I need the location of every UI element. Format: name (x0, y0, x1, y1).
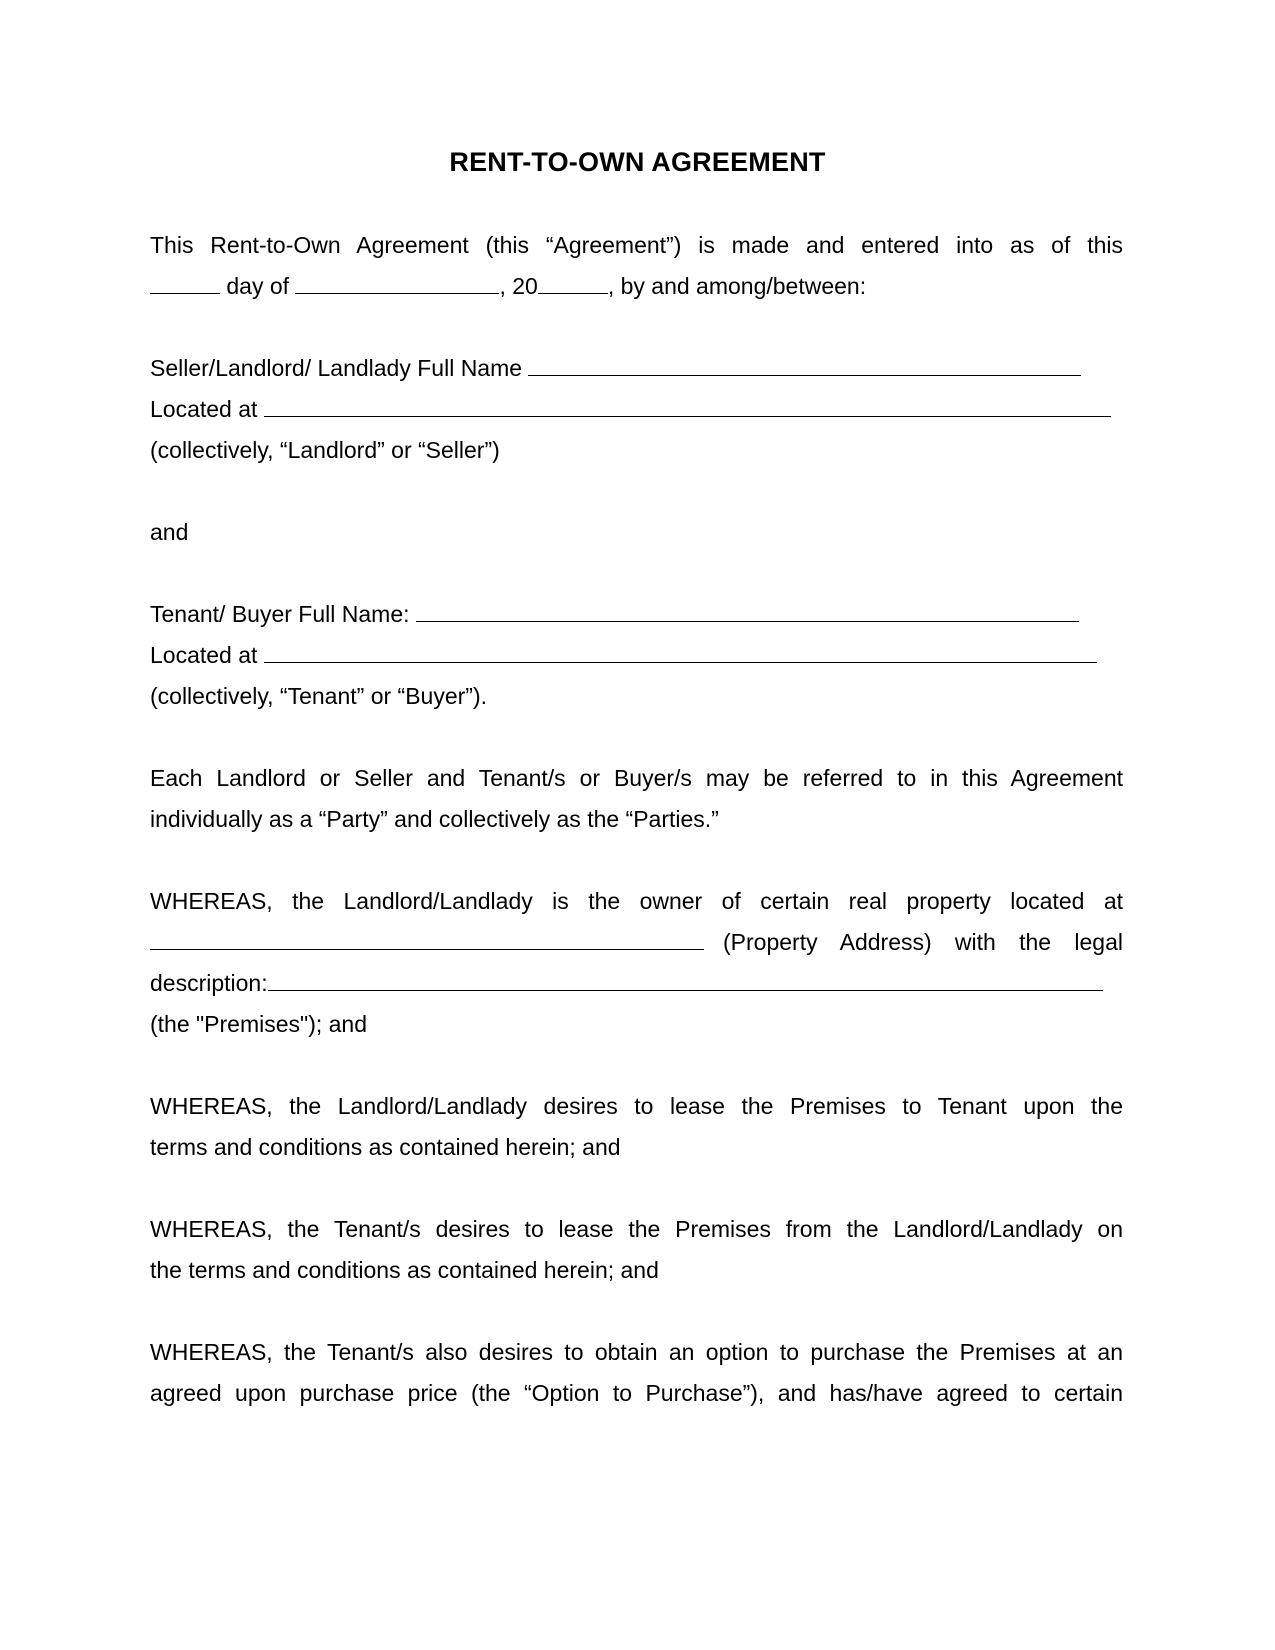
legal-description-blank[interactable] (268, 970, 1103, 991)
year-blank[interactable] (538, 273, 608, 294)
year-prefix-label: , 20 (499, 273, 538, 299)
month-blank[interactable] (295, 273, 499, 294)
seller-name-blank[interactable] (528, 355, 1081, 376)
whereas-1-line-3 (150, 968, 1103, 998)
whereas-2-line-1: WHEREAS, the Landlord/Landlady desires to lease the Premises to Tenant upon the (150, 1093, 1123, 1119)
tenant-located-line (150, 640, 1097, 670)
whereas-3-line-2: the terms and conditions as contained herein; and (150, 1257, 659, 1283)
intro-line-2 (150, 271, 866, 301)
intro-line-1: This Rent-to-Own Agreement (this “Agreement”) is made and entered into as of this (150, 232, 1123, 258)
seller-name-line (150, 353, 1081, 383)
whereas-4-line-2: agreed upon purchase price (the “Option to Purchase”), and has/have agreed to certain (150, 1380, 1123, 1406)
between-label: , by and among/between: (607, 273, 867, 299)
seller-collective: (collectively, “Landlord” or “Seller”) (150, 437, 500, 463)
whereas-3-line-1: WHEREAS, the Tenant/s desires to lease the Premises from the Landlord/Landlady on (150, 1216, 1123, 1242)
legal-description-label: description: (150, 970, 268, 996)
tenant-name-blank[interactable] (416, 601, 1079, 622)
tenant-address-blank[interactable] (264, 642, 1097, 663)
and-label: and (150, 519, 189, 545)
day-of-label: day of (220, 273, 296, 299)
seller-name-label: Seller/Landlord/ Landlady Full Name (150, 355, 529, 381)
property-address-blank[interactable] (150, 929, 704, 950)
whereas-1-line-4: (the "Premises"); and (150, 1011, 368, 1037)
day-blank[interactable] (150, 273, 220, 294)
tenant-collective: (collectively, “Tenant” or “Buyer”). (150, 683, 487, 709)
whereas-4-line-1: WHEREAS, the Tenant/s also desires to obtain an option to purchase the Premises at an (150, 1339, 1123, 1365)
property-address-label: (Property Address) with the legal (723, 929, 1123, 955)
tenant-located-label: Located at (150, 642, 264, 668)
seller-located-label: Located at (150, 396, 264, 422)
whereas-1-line-1: WHEREAS, the Landlord/Landlady is the owner of certain real property located at (150, 888, 1123, 914)
parties-line-1: Each Landlord or Seller and Tenant/s or Buyer/s may be referred to in this Agreement (150, 765, 1123, 791)
document-title: RENT-TO-OWN AGREEMENT (449, 147, 826, 177)
whereas-2-line-2: terms and conditions as contained herein; and (150, 1134, 621, 1160)
tenant-name-label: Tenant/ Buyer Full Name: (150, 601, 416, 627)
seller-located-line (150, 394, 1111, 424)
parties-line-2: individually as a “Party” and collectively as the “Parties.” (150, 806, 719, 832)
seller-address-blank[interactable] (264, 396, 1111, 417)
whereas-1-line-2 (150, 927, 1123, 957)
tenant-name-line (150, 599, 1079, 629)
